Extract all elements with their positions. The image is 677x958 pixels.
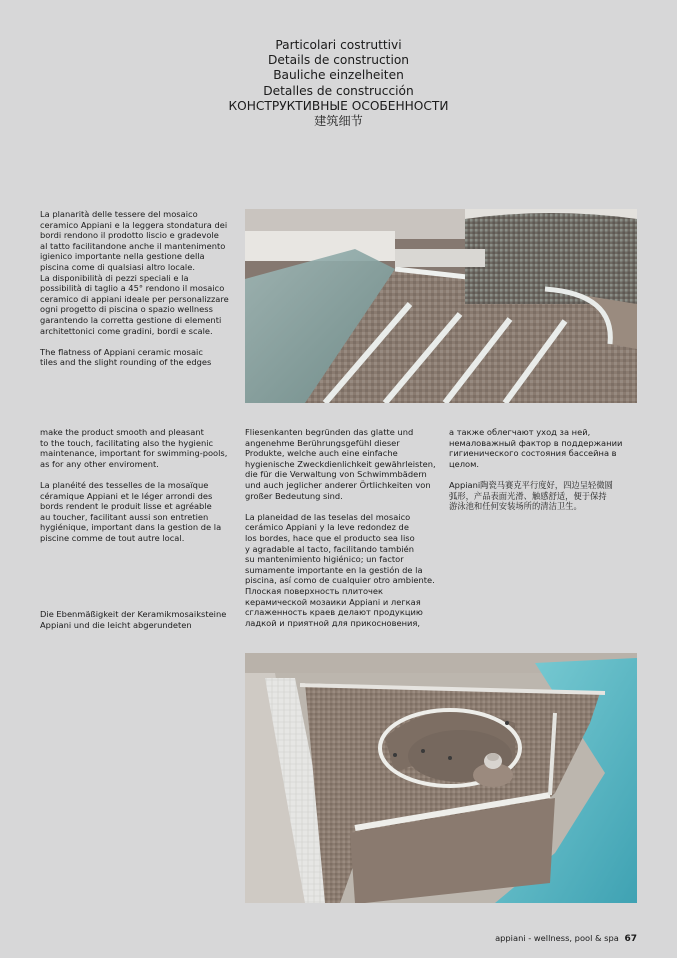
paragraph-chinese: Appiani陶瓷马赛克平行度好，四边呈轻微圆 弧形，产品表面光滑、触感舒适，便于保持 游泳池和任何安装场所的清洁卫生。 xyxy=(449,479,613,512)
title-russian: КОНСТРУКТИВНЫЕ ОСОБЕННОСТИ xyxy=(228,98,449,113)
text-column-2 xyxy=(245,427,445,628)
paragraph-english-end: make the product smooth and pleasant to the touch, facilitating also the hygienic maintenance, important for swimming-pools, as for any other enviroment. xyxy=(40,427,228,469)
footer-label: appiani - wellness, pool & spa xyxy=(495,933,619,943)
paragraph-spanish: La planeidad de las teselas del mosaico cerámico Appiani y la leve redondez de los bordes, hace que el producto sea liso y agradable al tacto, facilitando también su mantenimiento higiénico; un factor sumamente importante en la gestión de la piscina, así como de cualquier otro ambiente. xyxy=(245,511,435,586)
paragraph-russian-start: Плоская поверхность плиточек керамической мозаики Appiani и легкая сглаженность краев делают продукцию ладкой и приятной для прикосновения, xyxy=(245,585,423,628)
photo-pool-round-seat xyxy=(245,653,637,903)
title-french: Details de construction xyxy=(267,53,410,68)
page-number: 67 xyxy=(624,934,637,944)
paragraph-english-start: The flatness of Appiani ceramic mosaic tiles and the slight rounding of the edges xyxy=(40,346,212,368)
paragraph-italian: La planarità delle tessere del mosaico ceramico Appiani e la leggera stondatura dei bordi rendono il prodotto liscio e gradevole al tatto facilitandone anche il mantenimento igienico importante nella gestione della piscina come di qualsiasi altro locale. La disponibilità di pezzi speciali e la possibilità di taglio a 45° rendono il mosaico ceramico di appiani ideale per personalizzare ogni progetto di piscina o spazio wellness garantendo la corretta gestione di elementi architettonici come gradini, bordi e scale. xyxy=(40,209,229,336)
title-chinese: 建筑细节 xyxy=(314,114,363,129)
title-italian: Particolari costruttivi xyxy=(275,38,402,52)
text-column-1-middle xyxy=(40,427,240,544)
photo-pool-steps xyxy=(245,209,637,403)
title-german: Bauliche einzelheiten xyxy=(273,68,404,83)
text-column-3 xyxy=(449,427,639,512)
paragraph-french: La planéité des tesselles de la mosaïque céramique Appiani et le léger arrondi des bords rendent le produit lisse et agréable au toucher, facilitant aussi son entretien hygiénique, important dans la gestion de la piscine comme de tout autre local. xyxy=(40,479,222,543)
paragraph-german-end: Fliesenkanten begründen das glatte und angenehme Berührungsgefühl dieser Produkte, welche auch eine einfache hygienische Zweckdienlichkeit gewährleisten, die für die Verwaltung von Schwimmbädern und auch jeglicher anderer Örtlichkeiten von großer Bedeutung sind. xyxy=(245,427,436,501)
text-column-1-bottom xyxy=(40,609,240,630)
paragraph-german-start: Die Ebenmäßigkeit der Keramikmosaiksteine Appiani und die leicht abgerundeten xyxy=(40,609,227,630)
title-spanish: Detalles de construcción xyxy=(263,83,414,98)
paragraph-russian-end: а также облегчают уход за ней, немаловажный фактор в поддержании гигиенического состояния бассейна в целом. xyxy=(449,427,623,469)
section-title-block xyxy=(0,38,677,129)
page-footer xyxy=(495,933,637,944)
text-column-1-top xyxy=(40,209,240,368)
